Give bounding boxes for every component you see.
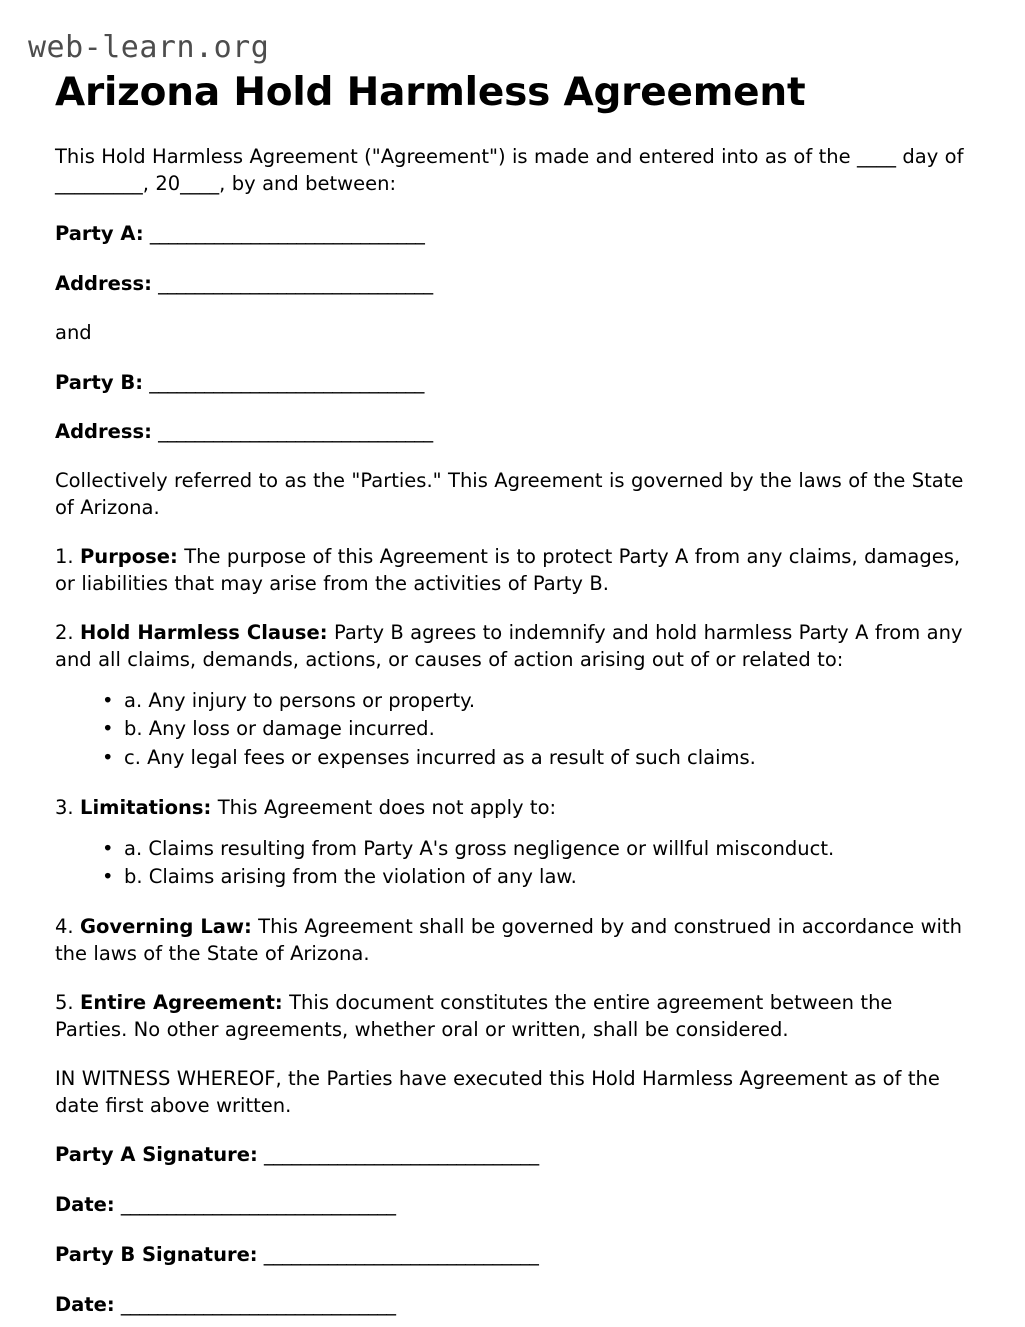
- party-a-label: Party A:: [55, 221, 144, 245]
- document-body: [55, 70, 970, 1319]
- clause-1: [55, 544, 970, 598]
- party-a-date-blank[interactable]: ______________________________: [120, 1193, 396, 1217]
- party-b-date-blank[interactable]: ______________________________: [120, 1293, 396, 1317]
- clause-3-heading: Limitations:: [80, 795, 212, 819]
- party-b-signature-blank[interactable]: ______________________________: [263, 1243, 539, 1267]
- party-b-blank[interactable]: ______________________________: [149, 370, 424, 394]
- clause-5-number: 5.: [55, 990, 74, 1014]
- party-b-label: Party B:: [55, 370, 144, 394]
- party-a-signature-label: Party A Signature:: [55, 1143, 258, 1167]
- signature-block: [55, 1142, 970, 1319]
- party-b-address-field: [55, 419, 970, 446]
- site-watermark: web-learn.org: [28, 30, 270, 65]
- party-a-blank[interactable]: ______________________________: [149, 221, 425, 245]
- clause-2-heading: Hold Harmless Clause:: [80, 620, 328, 644]
- party-b-date-field: [55, 1292, 970, 1319]
- clause-5: [55, 990, 970, 1044]
- intro-paragraph: This Hold Harmless Agreement ("Agreement") is made and entered into as of the ____ day of _________, 20____, by and between:: [55, 145, 964, 195]
- clause-1-number: 1.: [55, 545, 74, 569]
- page-title: Arizona Hold Harmless Agreement: [55, 70, 806, 115]
- list-item: • c. Any legal fees or expenses incurred as a result of such claims.: [102, 744, 970, 773]
- party-a-address-label: Address:: [55, 271, 152, 295]
- party-b-date-label: Date:: [55, 1293, 115, 1317]
- party-a-field: [55, 221, 970, 248]
- party-b-address-blank[interactable]: ______________________________: [158, 420, 433, 444]
- and-connector: and: [55, 320, 92, 344]
- clause-1-body: The purpose of this Agreement is to protect Party A from any claims, damages, or liabilities that may arise from the activities of Party B.: [55, 545, 961, 596]
- witness-paragraph: IN WITNESS WHEREOF, the Parties have executed this Hold Harmless Agreement as of the date first above written.: [55, 1066, 940, 1117]
- clause-3: [55, 795, 970, 822]
- list-item: • b. Claims arising from the violation of any law.: [102, 863, 970, 892]
- party-a-date-field: [55, 1192, 970, 1219]
- clause-3-list: [55, 835, 970, 892]
- clause-5-heading: Entire Agreement:: [80, 990, 283, 1014]
- party-a-date-label: Date:: [55, 1193, 115, 1217]
- party-a-address-field: [55, 271, 970, 298]
- clause-4-number: 4.: [55, 914, 74, 938]
- clause-2: [55, 620, 970, 674]
- party-a-signature-blank[interactable]: ______________________________: [264, 1143, 539, 1167]
- party-b-field: [55, 370, 970, 397]
- clause-3-body: This Agreement does not apply to:: [217, 795, 557, 819]
- clause-2-number: 2.: [55, 620, 74, 644]
- list-item: • a. Any injury to persons or property.: [102, 687, 970, 716]
- party-b-signature-label: Party B Signature:: [55, 1243, 258, 1267]
- list-item: • a. Claims resulting from Party A's gross negligence or willful misconduct.: [102, 835, 970, 864]
- party-b-signature-field: [55, 1242, 970, 1269]
- clause-4: [55, 914, 970, 968]
- list-item: • b. Any loss or damage incurred.: [102, 715, 970, 744]
- clause-4-body: This Agreement shall be governed by and construed in accordance with the laws of the State of Arizona.: [55, 914, 962, 965]
- party-a-address-blank[interactable]: ______________________________: [158, 271, 433, 295]
- clause-4-heading: Governing Law:: [80, 914, 252, 938]
- clause-5-body: This document constitutes the entire agreement between the Parties. No other agreements, whether oral or written, shall be considered.: [55, 990, 893, 1041]
- clause-2-list: [55, 687, 970, 773]
- collective-paragraph: Collectively referred to as the "Parties." This Agreement is governed by the laws of the State of Arizona.: [55, 469, 964, 520]
- clause-2-body: Party B agrees to indemnify and hold harmless Party A from any and all claims, demands, actions, or causes of action arising out of or related to:: [55, 620, 963, 671]
- clause-1-heading: Purpose:: [80, 545, 178, 569]
- party-b-address-label: Address:: [55, 420, 152, 444]
- party-a-signature-field: [55, 1142, 970, 1169]
- clause-3-number: 3.: [55, 795, 74, 819]
